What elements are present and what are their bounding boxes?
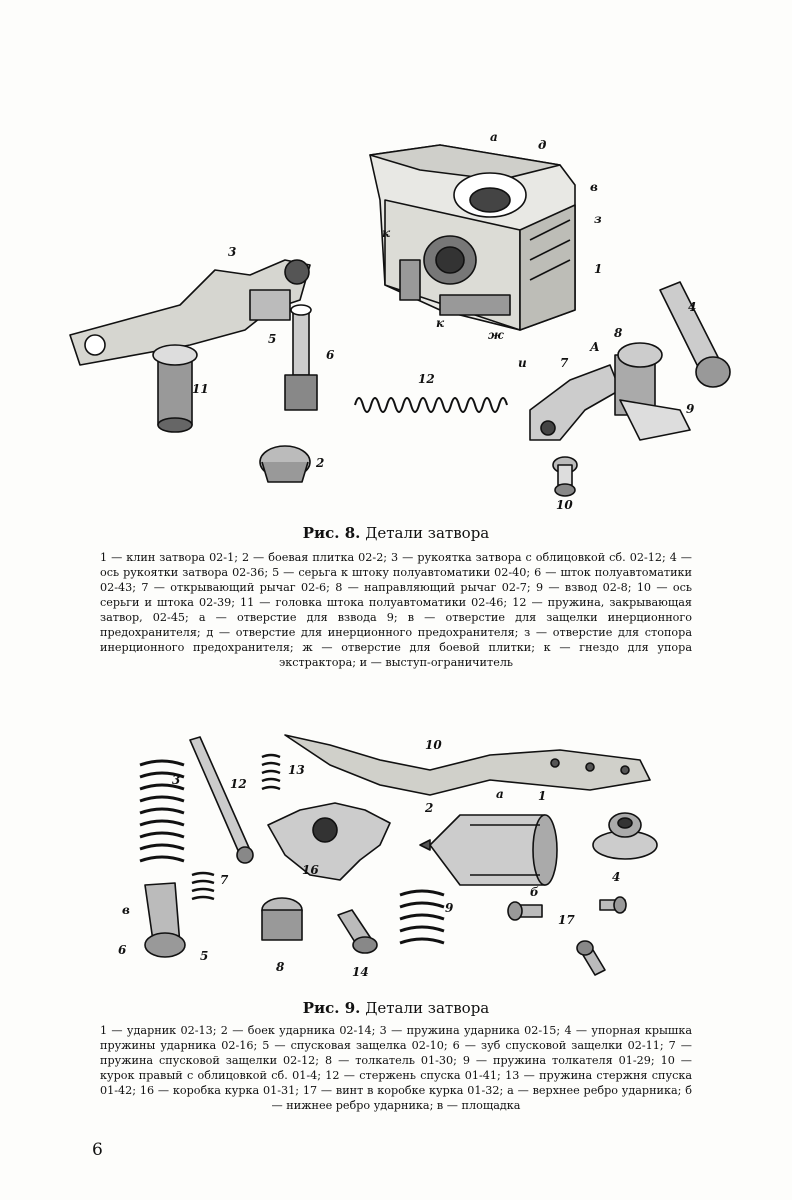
figure-8-title: Детали затвора	[365, 524, 490, 542]
axle-drawing	[660, 282, 730, 387]
figure-8	[0, 110, 792, 530]
striker-drawing	[420, 815, 557, 885]
callout-10: 10	[556, 498, 573, 512]
callout-k2: к	[436, 316, 445, 330]
callout-A: А	[590, 340, 600, 354]
page-number: 6	[92, 1140, 103, 1160]
figure-8-number: Рис. 8.	[302, 524, 361, 542]
hammer-drawing	[285, 735, 650, 795]
callout-6: 6	[118, 943, 127, 957]
callout-9: 9	[445, 901, 454, 915]
callout-1: 1	[594, 262, 603, 276]
screw-14-drawing	[338, 910, 377, 953]
callout-11: 11	[192, 382, 209, 396]
callout-4: 4	[688, 300, 697, 314]
callout-6: 6	[326, 348, 335, 362]
callout-12: 12	[230, 777, 247, 791]
figure-9-caption	[0, 999, 792, 1017]
callout-16: 16	[302, 863, 319, 877]
callout-12: 12	[418, 372, 435, 386]
callout-b: б	[530, 885, 539, 899]
callout-d: д	[538, 138, 547, 152]
callout-7: 7	[560, 356, 569, 370]
callout-i: и	[518, 356, 527, 370]
callout-zh: ж	[488, 328, 504, 342]
cover-drawing	[593, 813, 657, 859]
firing-plate-drawing	[260, 446, 310, 482]
levers-drawing	[530, 343, 690, 440]
figure-9-legend: 1 — ударник 02-13; 2 — боек ударника 02-14; 3 — пружина ударника 02-15; 4 — упорная крышка пружины ударника 02-16; 5 — спусковая защелка 02-10; 6 — зуб спусковой защелки 02-11; 7 — пружина спусковой защелки 02-12; 8 — толкатель 01-30; 9 — пружина толкателя 01-29; 10 — курок правый с облицовкой сб. 01-4; 12 — стержень спуска 01-41; 13 — пружина стержня спуска 01-42; 16 — коробка курка 01-31; 17 — винт в коробке курка 01-32; а — верхнее ребро ударника; б — нижнее ребро ударника; в — площадка	[100, 1024, 692, 1112]
latch-spring-drawing	[192, 873, 214, 899]
pusher-drawing	[262, 898, 302, 940]
piston-head-drawing	[153, 345, 197, 432]
figure-8-legend: 1 — клин затвора 02-1; 2 — боевая плитка 02-2; 3 — рукоятка затвора с облицовкой сб. 02-12; 4 — ось рукоятки затвора 02-36; 5 — серьга к штоку полуавтоматики 02-40; 6 — шток полуавтоматики 02-43; 7 — открывающий рычаг 02-6; 8 — направляющий рычаг 02-7; 9 — взвод 02-8; 10 — ось серьги и штока 02-39; 11 — головка штока полуавтоматики 02-46; 12 — пружина, закрывающая затвор, 02-45; а — отверстие для взвода 9; в — отверстие для защелки инерционного предохранителя; д — отверстие для инерционного предохранителя; з — отверстие для стопора инерционного предохранителя; ж — отверстие для боевой плитки; к — гнездо для упора экстрактора; и — выступ-ограничитель	[100, 551, 692, 669]
callout-14: 14	[352, 965, 369, 979]
figure-9-title: Детали затвора	[365, 999, 490, 1017]
figure-9	[0, 715, 792, 995]
callout-1: 1	[538, 789, 547, 803]
callout-9: 9	[686, 402, 695, 416]
callout-8: 8	[614, 326, 623, 340]
callout-v: в	[122, 903, 130, 917]
trigger-latch-drawing	[145, 883, 185, 957]
trigger-rod-drawing	[190, 737, 253, 863]
callout-v: в	[590, 180, 598, 194]
axis-drawing	[553, 457, 577, 496]
spring-drawing	[355, 398, 507, 412]
callout-4: 4	[612, 870, 621, 884]
callout-a: а	[496, 787, 504, 801]
figure-9-number: Рис. 9.	[302, 999, 361, 1017]
callout-17: 17	[558, 913, 575, 927]
figure-8-caption	[0, 524, 792, 542]
screws-17-drawing	[508, 897, 626, 975]
callout-5: 5	[268, 332, 277, 346]
hammer-box-drawing	[268, 803, 390, 880]
callout-2: 2	[425, 801, 434, 815]
figure-8-drawing	[0, 110, 792, 530]
pusher-spring-drawing	[400, 891, 444, 943]
callout-a: а	[490, 130, 498, 144]
callout-z: з	[594, 212, 602, 226]
callout-3: 3	[228, 245, 237, 259]
callout-k1: к	[382, 226, 391, 240]
callout-5: 5	[200, 949, 209, 963]
callout-3: 3	[172, 773, 181, 787]
callout-2: 2	[316, 456, 325, 470]
small-spring-drawing	[262, 755, 280, 789]
callout-13: 13	[288, 763, 305, 777]
callout-7: 7	[220, 873, 229, 887]
callout-8: 8	[276, 960, 285, 974]
callout-10: 10	[425, 738, 442, 752]
breech-wedge-drawing	[370, 145, 575, 330]
